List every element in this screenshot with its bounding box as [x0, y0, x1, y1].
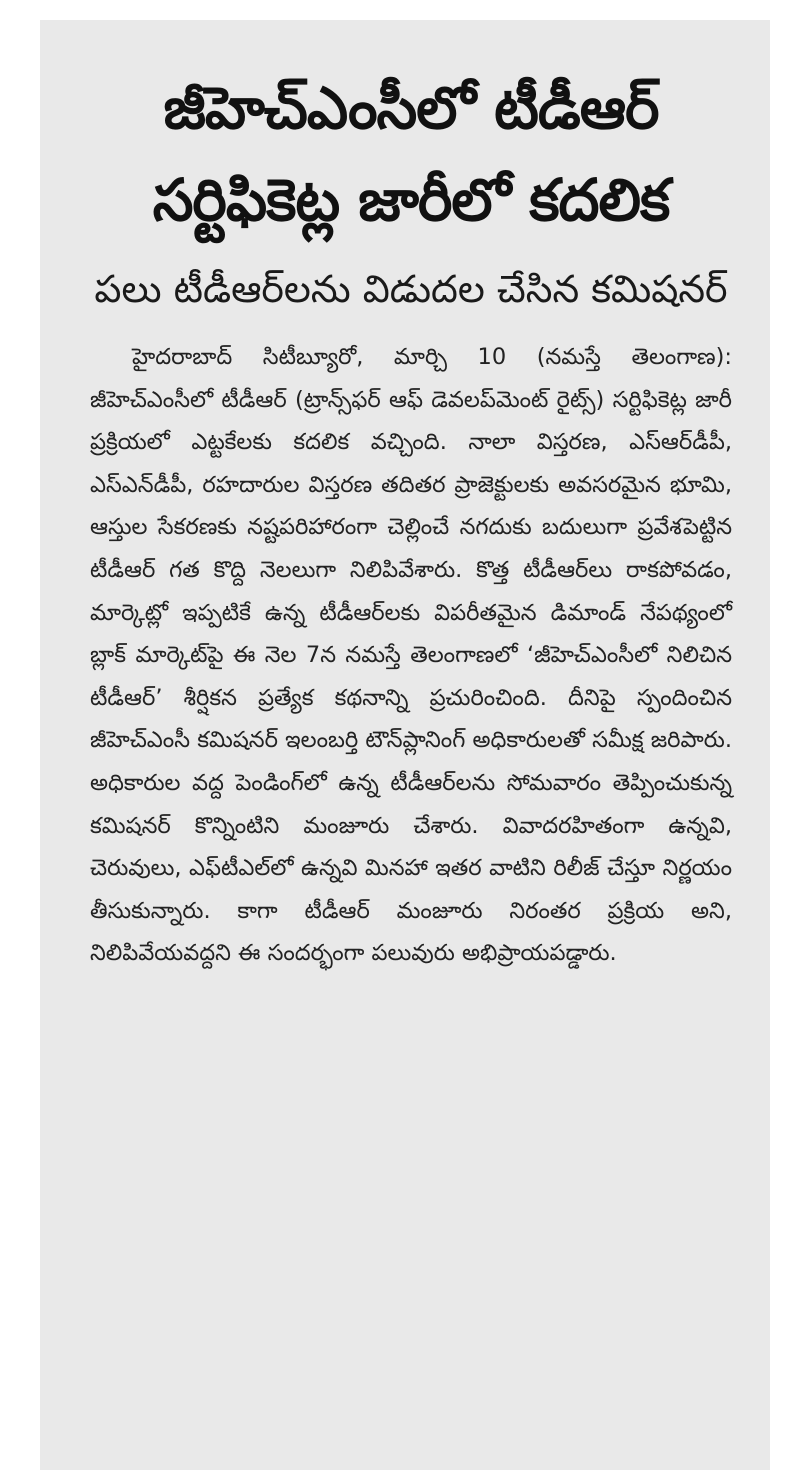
news-clipping — [40, 20, 770, 1470]
headline: జీహెచ్‌ఎంసీలో టీడీఆర్ సర్టిఫికెట్ల జారీలో కదలిక — [152, 74, 670, 234]
subheadline: పలు టీడీఆర్‌లను విడుదల చేసిన కమిషనర్ — [94, 267, 728, 311]
article-body: హైదరాబాద్ సిటీబ్యూరో, మార్చి 10 (నమస్తే తెలంగాణ): జీహెచ్‌ఎంసీలో టీడీఆర్ (ట్రాన్స్‌ఫర్ ఆఫ్ డెవలప్‌మెంట్ రైట్స్) సర్టిఫికెట్ల జారీ ప్రక్రియలో ఎట్టకేలకు కదలిక వచ్చింది. నాలా విస్తరణ, ఎస్‌ఆర్‌డీపీ, ఎస్‌ఎన్‌డీపీ, రహదారుల విస్తరణ తదితర ప్రాజెక్టులకు అవసరమైన భూమి, ఆస్తుల సేకరణకు నష్టపరిహారంగా చెల్లించే నగదుకు బదులుగా ప్రవేశపెట్టిన టీడీఆర్ గత కొద్ది నెలలుగా నిలిపివేశారు. కొత్త టీడీఆర్‌లు రాకపోవడం, మార్కెట్లో ఇప్పటికే ఉన్న టీడీఆర్‌లకు విపరీతమైన డిమాండ్ నేపథ్యంలో బ్లాక్ మార్కెట్‌పై ఈ నెల 7న నమస్తే తెలంగాణలో ‘జీహెచ్‌ఎంసీలో నిలిచిన టీడీఆర్’ శీర్షికన ప్రత్యేక కథనాన్ని ప్రచురించింది. దీనిపై స్పందించిన జీహెచ్‌ఎంసీ కమిషనర్ ఇలంబర్తి టౌన్‌ప్లానింగ్ అధికారులతో సమీక్ష జరిపారు. అధికారుల వద్ద పెండింగ్‌లో ఉన్న టీడీఆర్‌లను సోమవారం తెప్పించుకున్న కమిషనర్ కొన్నింటిని మంజూరు చేశారు. వివాదరహితంగా ఉన్నవి, చెరువులు, ఎఫ్‌టీఎల్‌లో ఉన్నవి మినహా ఇతర వాటిని రిలీజ్ చేస్తూ నిర్ణయం తీసుకున్నారు. కాగా టీడీఆర్ మంజూరు నిరంతర ప్రక్రియ అని, నిలిపివేయవద్దని ఈ సందర్భంగా పలువురు అభిప్రాయపడ్డారు. — [90, 344, 732, 967]
